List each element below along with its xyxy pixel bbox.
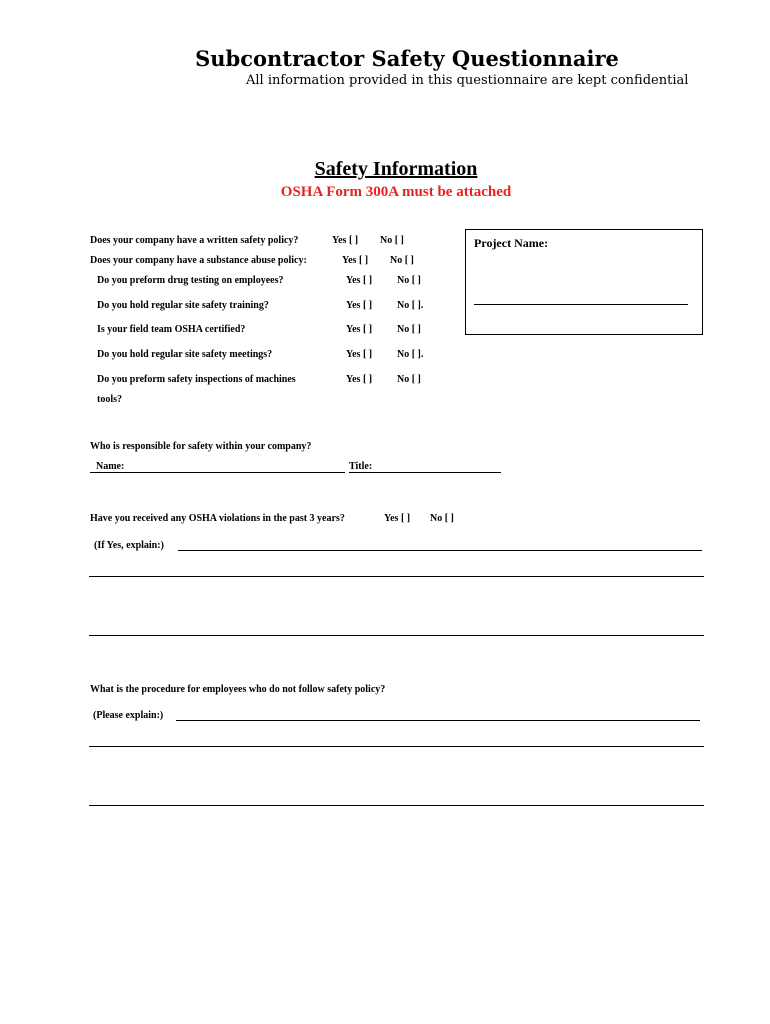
project-name-box (465, 229, 703, 335)
project-name-field[interactable] (474, 304, 688, 305)
substance-policy-yes-checkbox[interactable]: Yes [ ] (342, 255, 369, 266)
procedure-explain-label: (Please explain:) (93, 710, 164, 721)
drug-testing-yes-checkbox[interactable]: Yes [ ] (346, 275, 373, 286)
osha-certified-yes-checkbox[interactable]: Yes [ ] (346, 324, 373, 335)
safety-training-no-checkbox[interactable]: No [ ]. (397, 300, 424, 311)
osha-notice: OSHA Form 300A must be attached (280, 184, 512, 200)
substance-policy-no-checkbox[interactable]: No [ ] (390, 255, 414, 266)
question-safety-responsible: Who is responsible for safety within your company? (90, 441, 312, 452)
question-safety-inspections: Do you preform safety inspections of machines (97, 374, 296, 385)
document-title: Subcontractor Safety Questionnaire (195, 46, 619, 71)
question-safety-inspections-cont: tools? (97, 394, 122, 405)
written-policy-no-checkbox[interactable]: No [ ] (380, 235, 404, 246)
question-safety-training: Do you hold regular site safety training? (97, 300, 269, 311)
safety-training-yes-checkbox[interactable]: Yes [ ] (346, 300, 373, 311)
section-title: Safety Information (314, 158, 478, 180)
violations-no-checkbox[interactable]: No [ ] (430, 513, 454, 524)
title-field[interactable] (349, 472, 501, 473)
confidentiality-note: All information provided in this questionnaire are kept confidential (246, 73, 689, 88)
violations-yes-checkbox[interactable]: Yes [ ] (384, 513, 411, 524)
question-disciplinary-procedure: What is the procedure for employees who do not follow safety policy? (90, 684, 386, 695)
violations-explain-line-3[interactable] (89, 635, 704, 636)
violations-explain-label: (If Yes, explain:) (94, 540, 164, 551)
name-field[interactable] (90, 472, 345, 473)
safety-meetings-no-checkbox[interactable]: No [ ]. (397, 349, 424, 360)
question-drug-testing: Do you preform drug testing on employees? (97, 275, 284, 286)
violations-explain-line-2[interactable] (89, 576, 704, 577)
question-osha-certified: Is your field team OSHA certified? (97, 324, 246, 335)
inspections-no-checkbox[interactable]: No [ ] (397, 374, 421, 385)
question-safety-meetings: Do you hold regular site safety meetings? (97, 349, 273, 360)
written-policy-yes-checkbox[interactable]: Yes [ ] (332, 235, 359, 246)
violations-explain-field[interactable] (178, 550, 702, 551)
question-substance-abuse-policy: Does your company have a substance abuse policy: (90, 255, 307, 266)
osha-certified-no-checkbox[interactable]: No [ ] (397, 324, 421, 335)
inspections-yes-checkbox[interactable]: Yes [ ] (346, 374, 373, 385)
title-label: Title: (349, 461, 373, 472)
procedure-explain-line-2[interactable] (89, 746, 704, 747)
name-label: Name: (96, 461, 125, 472)
safety-meetings-yes-checkbox[interactable]: Yes [ ] (346, 349, 373, 360)
procedure-explain-field[interactable] (176, 720, 700, 721)
question-osha-violations: Have you received any OSHA violations in the past 3 years? (90, 513, 345, 524)
procedure-explain-line-3[interactable] (89, 805, 704, 806)
drug-testing-no-checkbox[interactable]: No [ ] (397, 275, 421, 286)
question-written-safety-policy: Does your company have a written safety policy? (90, 235, 299, 246)
project-name-label: Project Name: (474, 236, 549, 250)
